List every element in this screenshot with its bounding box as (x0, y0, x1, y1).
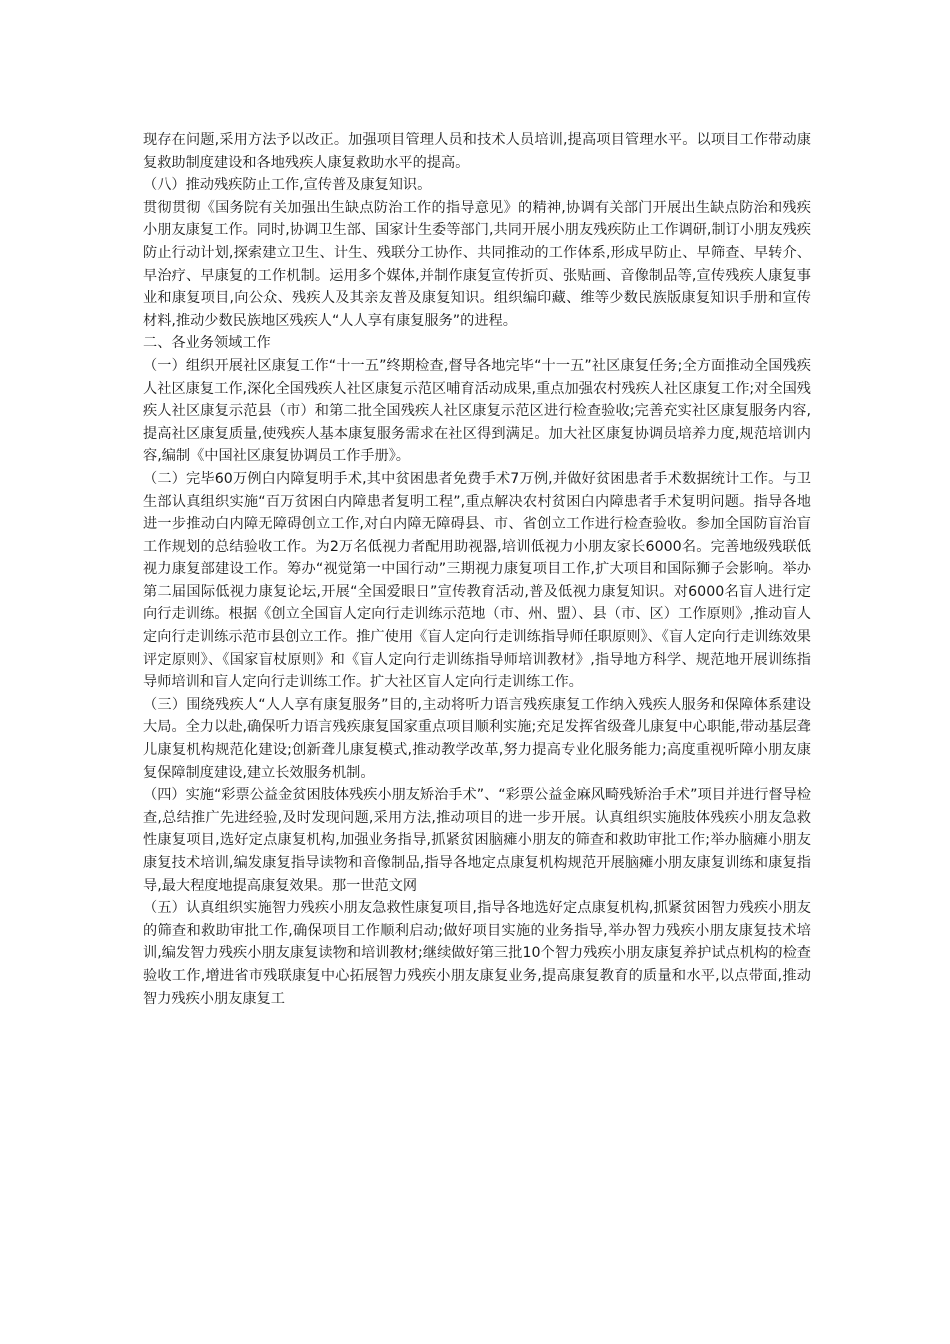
paragraph-community-rehab: （一）组织开展社区康复工作“十一五”终期检查,督导各地完毕“十一五”社区康复任务;全方面推动全国残疾人社区康复工作,深化全国残疾人社区康复示范区哺育活动成果,重点加强农村残疾人社区康复工作;对全国残疾人社区康复示范县（市）和第二批全国残疾人社区康复示范区进行检查验收;完善充实社区康复服务内容,提高社区康复质量,使残疾人基本康复服务需求在社区得到满足。加大社区康复协调员培养力度,规范培训内容,编制《中国社区康复协调员工作手册》。 (143, 357, 811, 465)
paragraph-birth-defect-prevention: 贯彻贯彻《国务院有关加强出生缺点防治工作的指导意见》的精神,协调有关部门开展出生缺点防治和残疾小朋友康复工作。同时,协调卫生部、国家计生委等部门,共同开展小朋友残疾防止工作调研,制订小朋友残疾防止行动计划,探索建立卫生、计生、残联分工协作、共同推动的工作体系,形成早防止、早筛查、早转介、早治疗、早康复的工作机制。运用多个媒体,并制作康复宣传折页、张贴画、音像制品等,宣传残疾人康复事业和康复项目,向公众、残疾人及其亲友普及康复知识。组织编印藏、维等少数民族版康复知识手册和宣传材料,推动少数民族地区残疾人“人人享有康复服务”的进程。 (143, 199, 811, 329)
section-heading-business-areas: 二、各业务领域工作 (143, 335, 271, 352)
heading-prevention-publicity: （八）推动残疾防止工作,宣传普及康复知识。 (143, 177, 432, 194)
paragraph-vision-rehab: （二）完毕60万例白内障复明手术,其中贫困患者免费手术7万例,并做好贫困患者手术数据统计工作。与卫生部认真组织实施“百万贫困白内障患者复明工程”,重点解决农村贫困白内障患者手术复明问题。指导各地进一步推动白内障无障碍创立工作,对白内障无障碍县、市、省创立工作进行检查验收。参加全国防盲治盲工作规划的总结验收工作。为2万名低视力者配用助视器,培训低视力小朋友家长6000名。完善地级残联低视力康复部建设工作。筹办“视觉第一中国行动”三期视力康复项目工作,扩大项目和国际狮子会影响。举办第二届国际低视力康复论坛,开展“全国爱眼日”宣传教育活动,普及低视力康复知识。对6000名盲人进行定向行走训练。根据《创立全国盲人定向行走训练示范地（市、州、盟）、县（市、区）工作原则》,推动盲人定向行走训练示范市县创立工作。推广使用《盲人定向行走训练指导师任职原则》、《盲人定向行走训练效果评定原则》、《国家盲杖原则》和《盲人定向行走训练指导师培训教材》,指导地方科学、规范地开展训练指导师培训和盲人定向行走训练工作。扩大社区盲人定向行走训练工作。 (143, 470, 811, 691)
paragraph-intellectual-rehab: （五）认真组织实施智力残疾小朋友急救性康复项目,指导各地选好定点康复机构,抓紧贫困智力残疾小朋友的筛查和救助审批工作,确保项目工作顺利启动;做好项目实施的业务指导,举办智力残疾小朋友康复技术培训,编发智力残疾小朋友康复读物和培训教材;继续做好第三批10个智力残疾小朋友康复养护试点机构的检查验收工作,增进省市残联康复中心拓展智力残疾小朋友康复业务,提高康复教育的质量和水平,以点带面,推动智力残疾小朋友康复工 (143, 900, 811, 1007)
paragraph-limb-rehab: （四）实施“彩票公益金贫困肢体残疾小朋友矫治手术”、“彩票公益金麻风畸残矫治手术”项目并进行督导检查,总结推广先进经验,及时发现问题,采用方法,推动项目的进一步开展。认真组织实施肢体残疾小朋友急救性康复项目,选好定点康复机构,加强业务指导,抓紧贫困脑瘫小朋友的筛查和救助审批工作;举办脑瘫小朋友康复技术培训,编发康复指导读物和音像制品,指导各地定点康复机构规范开展脑瘫小朋友康复训练和康复指导,最大程度地提高康复效果。那一世范文网 (143, 787, 811, 894)
paragraph-project-management: 现存在问题,采用方法予以改正。加强项目管理人员和技术人员培训,提高项目管理水平。以项目工作带动康复救助制度建设和各地残疾人康复救助水平的提高。 (143, 132, 811, 171)
document-body (143, 129, 811, 1010)
paragraph-hearing-rehab: （三）围绕残疾人“人人享有康复服务”目的,主动将听力语言残疾康复工作纳入残疾人服务和保障体系建设大局。全力以赴,确保听力语言残疾康复国家重点项目顺利实施;充足发挥省级聋儿康复中心职能,带动基层聋儿康复机构规范化建设;创新聋儿康复模式,推动教学改革,努力提高专业化服务能力;高度重视听障小朋友康复保障制度建设,建立长效服务机制。 (143, 696, 811, 781)
